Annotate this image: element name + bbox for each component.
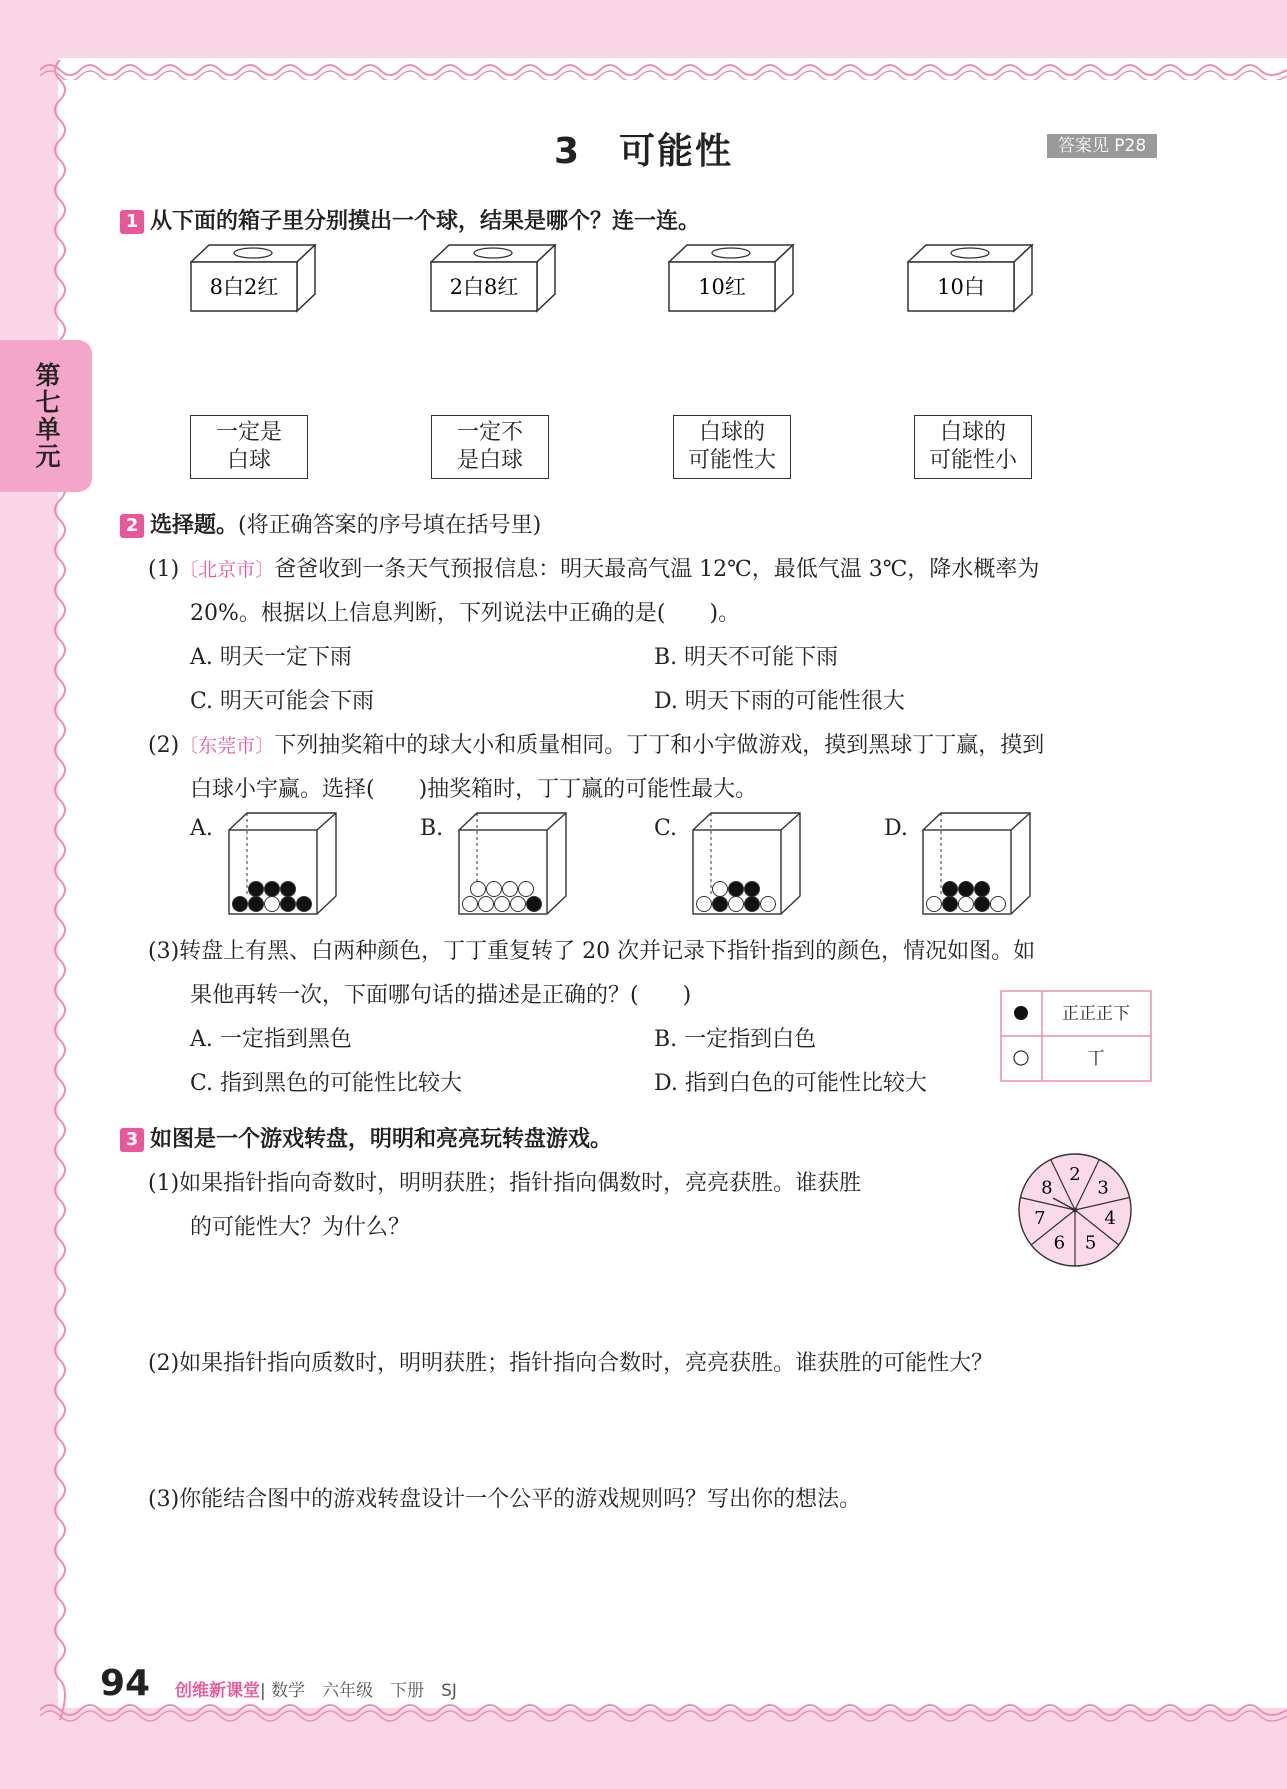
white-ball-icon (729, 897, 744, 912)
black-ball-icon (943, 882, 958, 897)
white-ball-icon (927, 897, 942, 912)
answer-option-4[interactable] (914, 415, 1032, 479)
option-label-line: 可能性小 (928, 448, 1017, 473)
footer-info (175, 1676, 457, 1701)
black-ball-icon (527, 897, 542, 912)
white-ball-icon (713, 882, 728, 897)
region-tag-dongguan: 〔东莞市〕 (179, 735, 275, 757)
page-title: 3 可能性 (553, 131, 734, 172)
lottery-box-2 (458, 812, 568, 916)
white-ball-icon (697, 897, 712, 912)
white-ball-icon (495, 897, 510, 912)
option-label-line: 是白球 (456, 448, 523, 473)
question-1-heading (120, 204, 700, 235)
spinner-number: 6 (1053, 1232, 1066, 1254)
black-ball-icon (265, 882, 280, 897)
black-ball-icon (745, 882, 760, 897)
white-ball-icon (991, 897, 1006, 912)
unit-side-tab (0, 340, 92, 492)
black-ball-icon (713, 897, 728, 912)
box-label: 2白8红 (449, 275, 519, 299)
white-ball-icon (503, 882, 518, 897)
ball-box-1 (190, 244, 320, 314)
q2-part1-text: 爸爸收到一条天气预报信息：明天最高气温 12℃，最低气温 3℃，降水概率为 (274, 557, 1040, 582)
lottery-box-3 (692, 812, 802, 916)
q3-part1-line1: (1)如果指针指向奇数时，明明获胜；指针指向偶数时，亮亮获胜。谁获胜 (148, 1171, 862, 1196)
spinner-number: 2 (1069, 1164, 1081, 1185)
answer-option-3[interactable] (673, 415, 791, 479)
lottery-box-label: B. (420, 816, 444, 841)
option-label-line: 一定是 (215, 420, 282, 445)
tally-black: 正正正下 (1062, 1004, 1130, 1024)
spinner-number: 4 (1104, 1208, 1116, 1229)
black-ball-icon (975, 882, 990, 897)
q2-part2-label: (2) (148, 733, 180, 758)
q2-part1-line2: 20%。根据以上信息判断，下列说法中正确的是( )。 (190, 601, 741, 626)
black-ball-icon (729, 882, 744, 897)
question-number-badge: 1 (120, 210, 144, 234)
option-label-line: 白球 (226, 448, 271, 473)
spinner-number: 3 (1097, 1177, 1109, 1199)
black-ball-icon (233, 897, 248, 912)
q2-part2-line1 (148, 728, 1044, 759)
q2-part1-option-d: D. 明天下雨的可能性很大 (654, 689, 905, 714)
lottery-box-label: D. (884, 816, 908, 841)
option-label-line: 白球的 (698, 420, 765, 445)
q2-part1-option-c: C. 明天可能会下雨 (190, 689, 375, 714)
lottery-box-1 (228, 812, 338, 916)
spinner-number: 7 (1034, 1208, 1046, 1229)
q2-part3-option-d: D. 指到白色的可能性比较大 (654, 1071, 927, 1096)
region-tag-beijing: 〔北京市〕 (179, 559, 275, 581)
tally-table (1000, 990, 1152, 1082)
black-ball-icon (281, 897, 296, 912)
option-label-line: 一定不 (456, 420, 523, 445)
q2-part3-option-c: C. 指到黑色的可能性比较大 (190, 1071, 463, 1096)
white-ball-icon (463, 897, 478, 912)
box-label: 10红 (698, 275, 746, 299)
ball-box-4 (907, 244, 1037, 314)
q2-part1-option-b: B. 明天不可能下雨 (654, 645, 839, 670)
answer-option-2[interactable] (431, 415, 549, 479)
q3-part3: (3)你能结合图中的游戏转盘设计一个公平的游戏规则吗？写出你的想法。 (148, 1487, 862, 1512)
q2-part1-line1 (148, 552, 1039, 583)
option-label-line: 可能性大 (687, 448, 776, 473)
question-3-text: 如图是一个游戏转盘，明明和亮亮玩转盘游戏。 (150, 1127, 613, 1152)
lottery-box-label: C. (654, 816, 678, 841)
spinner-number: 8 (1041, 1177, 1053, 1199)
white-ball-icon (471, 882, 486, 897)
white-ball-icon (959, 897, 974, 912)
q2-part3-line2: 果他再转一次，下面哪句话的描述是正确的？( ) (190, 983, 692, 1008)
answer-option-1[interactable] (190, 415, 308, 479)
black-ball-icon (959, 882, 974, 897)
white-ball-icon (761, 897, 776, 912)
question-2-note: (将正确答案的序号填在括号里) (238, 513, 542, 538)
ball-box-3 (668, 244, 798, 314)
lottery-box-4 (922, 812, 1032, 916)
spinner-number: 5 (1084, 1232, 1097, 1254)
box-label: 10白 (937, 275, 985, 299)
question-2-heading (120, 508, 541, 539)
black-ball-icon (249, 897, 264, 912)
white-ball-icon (487, 882, 502, 897)
option-label-line: 白球的 (939, 420, 1006, 445)
q3-part2: (2)如果指针指向质数时，明明获胜；指针指向合数时，亮亮获胜。谁获胜的可能性大？ (148, 1351, 994, 1376)
footer-book-info: | 数学 六年级 下册 SJ (260, 1681, 457, 1701)
white-ball-icon (1014, 1051, 1028, 1065)
ball-box-2 (430, 244, 560, 314)
box-label: 8白2红 (209, 275, 279, 299)
question-3-heading (120, 1122, 612, 1153)
black-ball-icon (745, 897, 760, 912)
black-ball-icon (943, 897, 958, 912)
black-ball-icon (297, 897, 312, 912)
q2-part1-option-a: A. 明天一定下雨 (190, 645, 352, 670)
question-2-title: 选择题。 (150, 513, 239, 538)
white-ball-icon (511, 897, 526, 912)
q2-part3-option-b: B. 一定指到白色 (654, 1027, 817, 1052)
q2-part3-line1 (148, 934, 1035, 965)
black-ball-icon (1014, 1006, 1028, 1020)
black-ball-icon (281, 882, 296, 897)
game-spinner (1015, 1150, 1135, 1270)
white-ball-icon (519, 882, 534, 897)
tally-white: 丅 (1087, 1049, 1105, 1069)
q2-part3-text: 转盘上有黑、白两种颜色，丁丁重复转了 20 次并记录下指针指到的颜色，情况如图。如 (179, 939, 1036, 964)
q2-part3-option-a: A. 一定指到黑色 (190, 1027, 352, 1052)
unit-tab-label: 第七单元 (32, 362, 61, 470)
q2-part2-line2: 白球小宇赢。选择( )抽奖箱时，丁丁赢的可能性最大。 (190, 777, 758, 802)
footer-brand: 创维新课堂 (175, 1681, 260, 1701)
question-1-text: 从下面的箱子里分别摸出一个球，结果是哪个？连一连。 (150, 209, 701, 234)
lottery-box-label: A. (190, 816, 213, 841)
question-number-badge: 2 (120, 514, 144, 538)
q3-part1-line2: 的可能性大？为什么？ (190, 1215, 411, 1240)
black-ball-icon (975, 897, 990, 912)
white-ball-icon (479, 897, 494, 912)
answer-reference-badge: 答案见 P28 (1047, 134, 1157, 158)
black-ball-icon (249, 882, 264, 897)
white-ball-icon (265, 897, 280, 912)
question-number-badge: 3 (120, 1128, 144, 1152)
q2-part3-label: (3) (148, 939, 180, 964)
q2-part2-text: 下列抽奖箱中的球大小和质量相同。丁丁和小宇做游戏，摸到黑球丁丁赢，摸到 (274, 733, 1045, 758)
page-number: 94 (100, 1663, 151, 1704)
spinner-center-icon (1073, 1208, 1078, 1213)
q2-part1-label: (1) (148, 557, 180, 582)
